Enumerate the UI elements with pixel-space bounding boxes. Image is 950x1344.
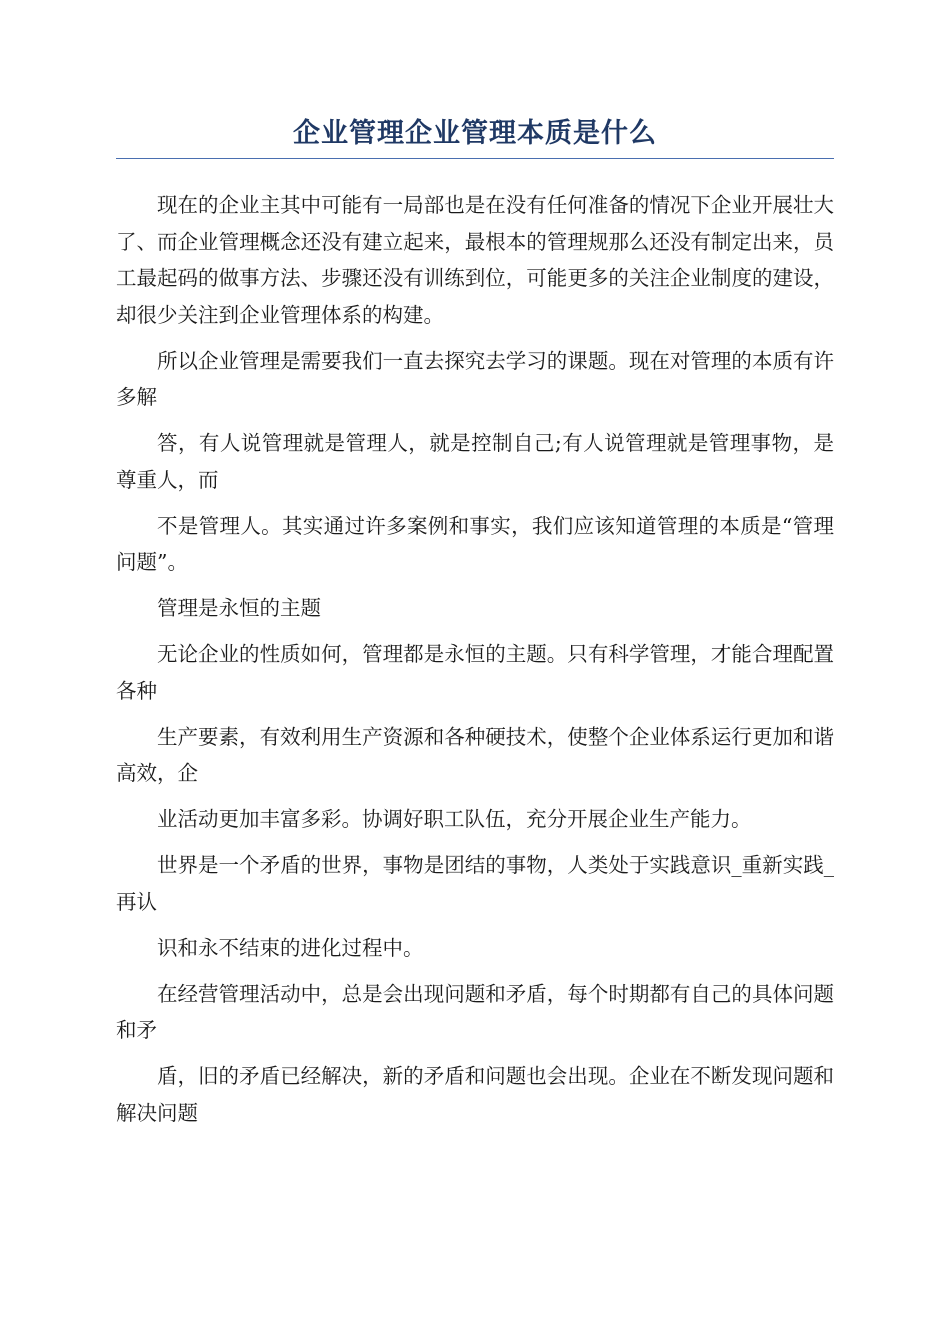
document-title: 企业管理企业管理本质是什么 bbox=[116, 112, 834, 159]
paragraph: 所以企业管理是需要我们一直去探究去学习的课题。现在对管理的本质有许多解 bbox=[116, 348, 834, 409]
paragraph: 现在的企业主其中可能有一局部也是在没有任何准备的情况下企业开展壮大了、而企业管理概念还没有建立起来，最根本的管理规那么还没有制定出来，员工最起码的做事方法、步骤还没有训练到位，可能更多的关注企业制度的建设，却很少关注到企业管理体系的构建。 bbox=[116, 193, 834, 327]
document-body bbox=[116, 187, 834, 1131]
paragraph: 业活动更加丰富多彩。协调好职工队伍，充分开展企业生产能力。 bbox=[157, 807, 752, 831]
paragraph: 不是管理人。其实通过许多案例和事实，我们应该知道管理的本质是“管理问题”。 bbox=[116, 513, 834, 574]
paragraph: 盾，旧的矛盾已经解决，新的矛盾和问题也会出现。企业在不断发现问题和解决问题 bbox=[116, 1064, 834, 1125]
paragraph: 识和永不结束的进化过程中。 bbox=[157, 935, 424, 960]
paragraph: 在经营管理活动中，总是会出现问题和矛盾，每个时期都有自己的具体问题和矛 bbox=[116, 981, 834, 1042]
paragraph: 生产要素，有效利用生产资源和各种硬技术，使整个企业体系运行更加和谐高效，企 bbox=[116, 724, 834, 785]
document-page bbox=[116, 112, 834, 1141]
paragraph: 世界是一个矛盾的世界，事物是团结的事物，人类处于实践意识_重新实践_再认 bbox=[116, 853, 834, 914]
section-heading: 管理是永恒的主题 bbox=[157, 596, 321, 620]
paragraph: 无论企业的性质如何，管理都是永恒的主题。只有科学管理，才能合理配置各种 bbox=[116, 642, 834, 703]
paragraph: 答，有人说管理就是管理人，就是控制自己;有人说管理就是管理事物，是尊重人，而 bbox=[116, 431, 834, 492]
